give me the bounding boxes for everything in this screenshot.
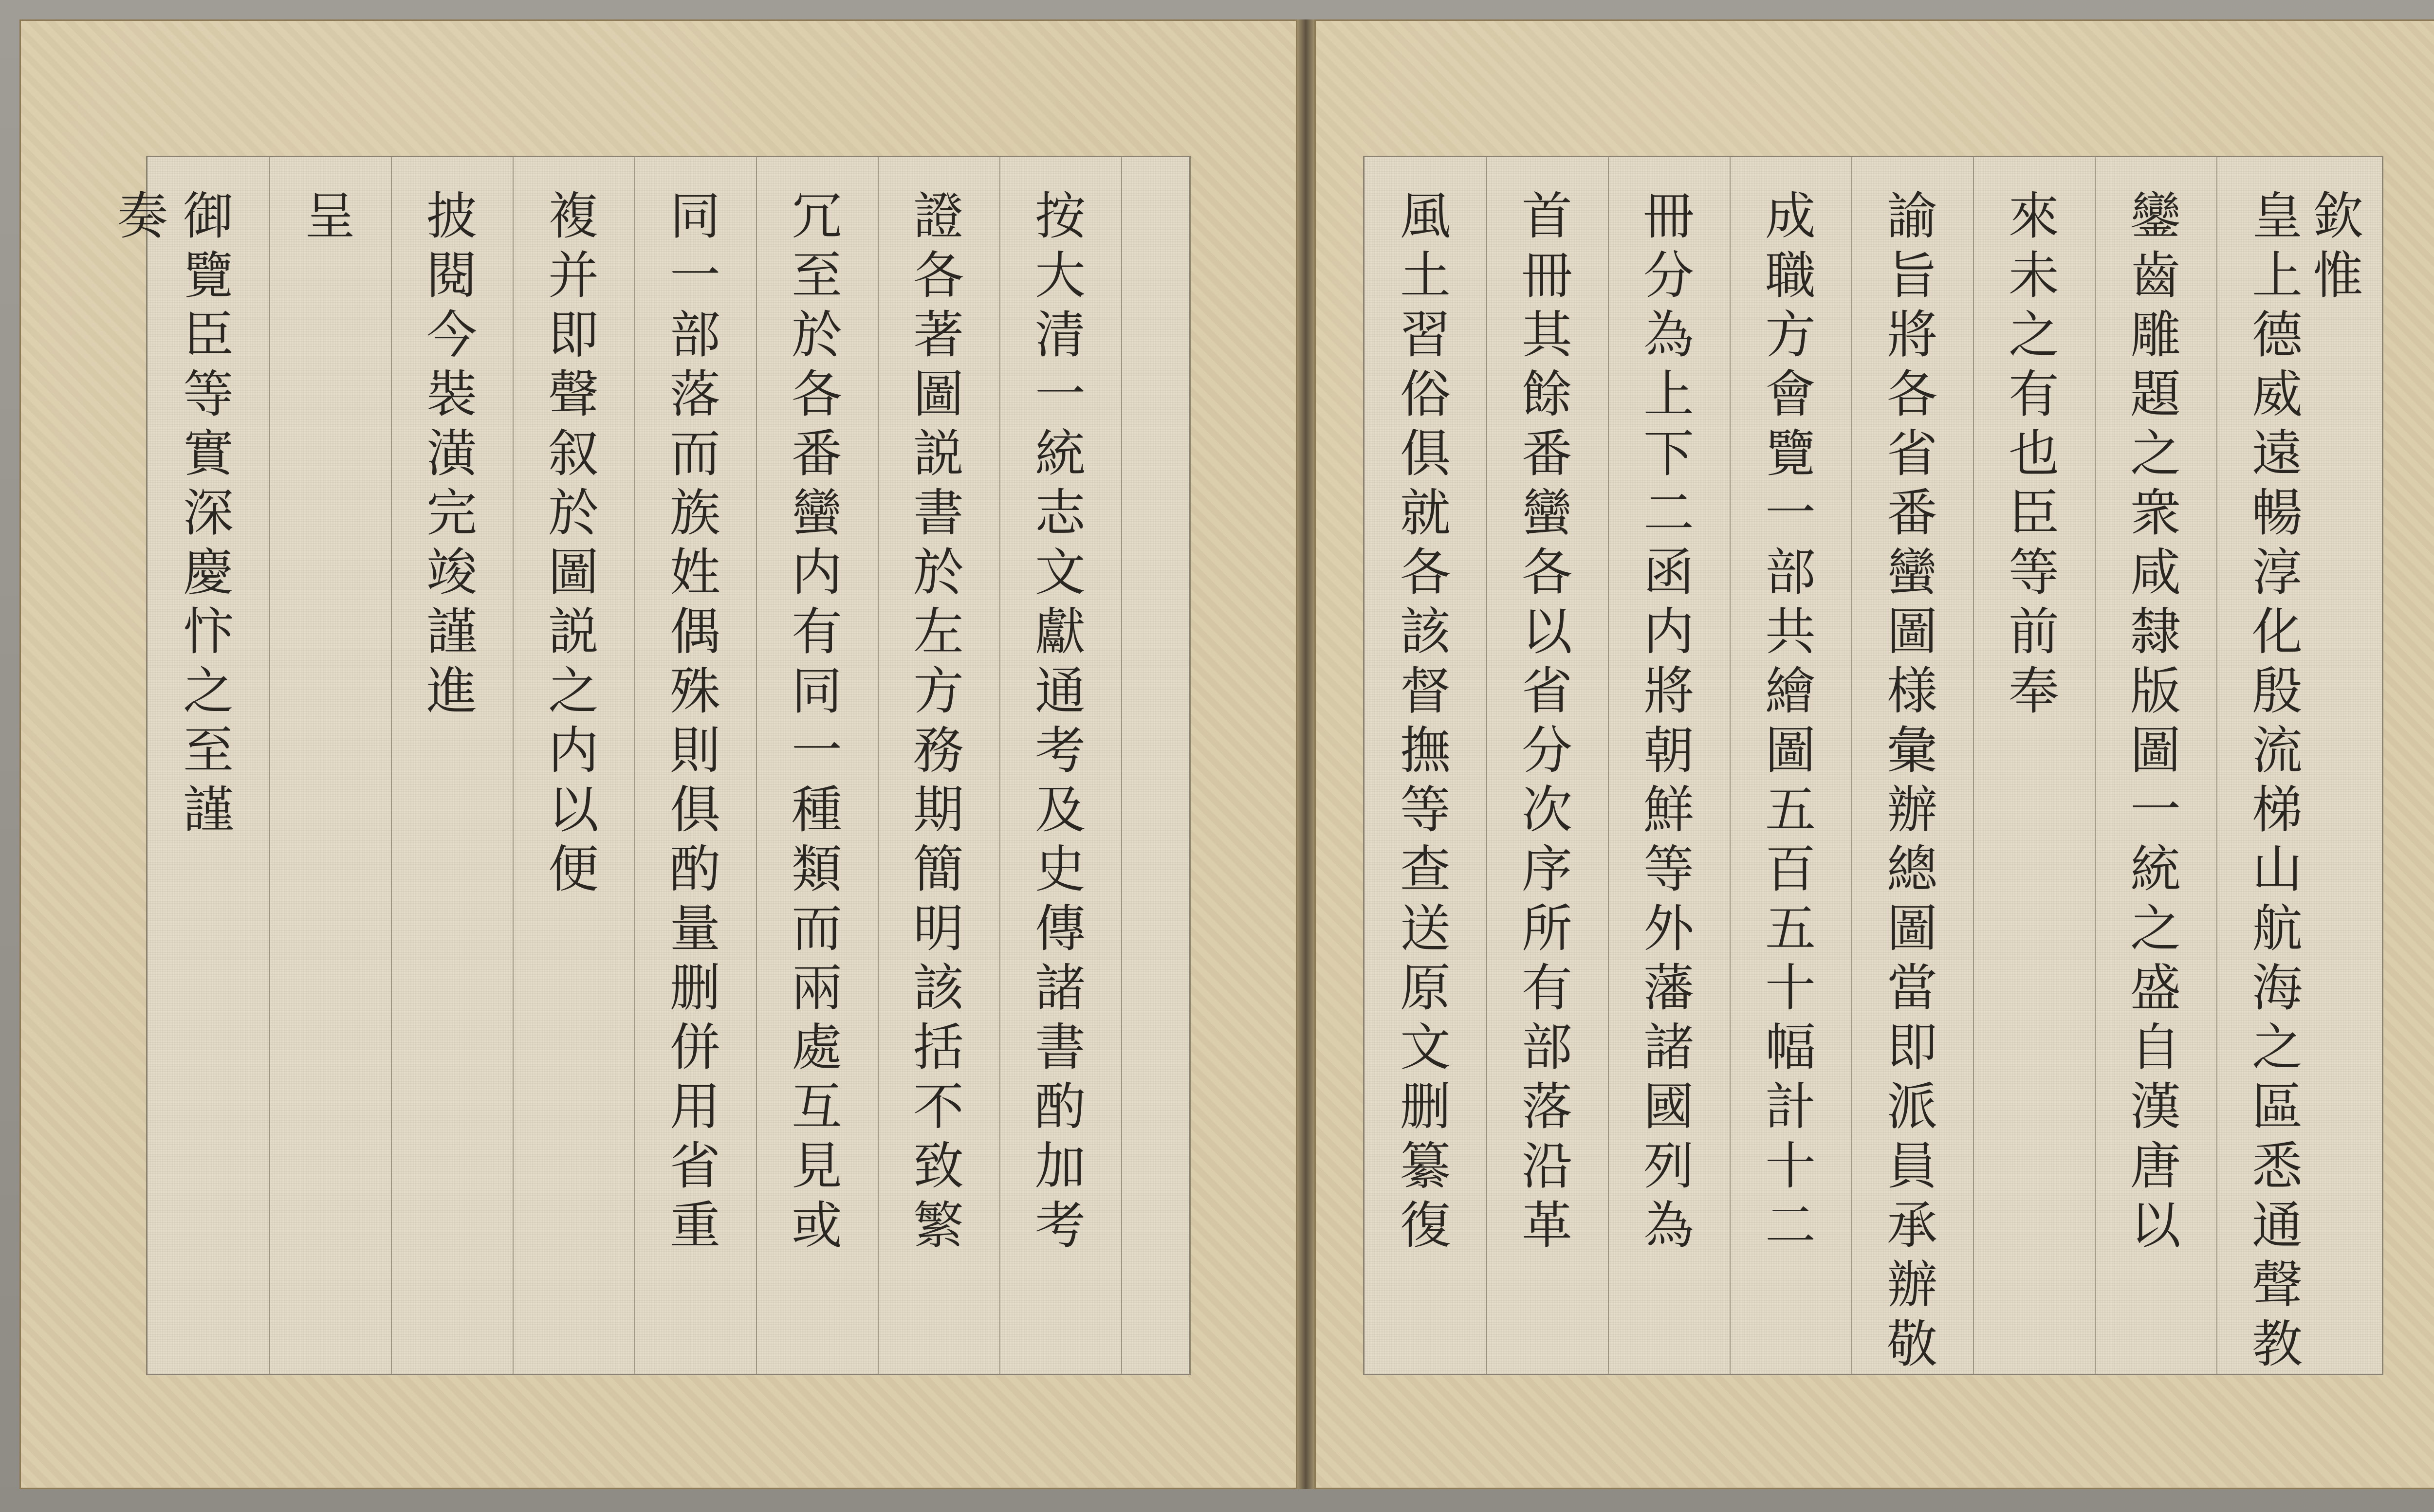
left-column-2: 證各著圖説書於左方務期簡明該括不致繁 bbox=[913, 186, 964, 1255]
left-column-1: 按大清一統志文獻通考及史傳諸書酌加考 bbox=[1034, 186, 1086, 1255]
right-column-9: 風土習俗俱就各該督撫等查送原文删纂復 bbox=[1400, 186, 1451, 1255]
left-column-4: 同一部落而族姓偶殊則俱酌量删併用省重 bbox=[669, 186, 720, 1255]
left-column-9: 奏 bbox=[117, 186, 168, 246]
column-rule bbox=[391, 157, 392, 1374]
book-gutter bbox=[1297, 19, 1314, 1489]
right-column-6: 成職方會覽一部共繪圖五百五十幅計十二 bbox=[1765, 186, 1816, 1255]
column-rule bbox=[999, 157, 1000, 1374]
left-text-panel bbox=[117, 156, 1191, 1375]
column-rule bbox=[269, 157, 270, 1374]
right-column-7: 冊分為上下二函内將朝鮮等外藩諸國列為 bbox=[1643, 186, 1694, 1255]
right-column-3: 鑾齒雕題之衆咸隸版圖一統之盛自漢唐以 bbox=[2130, 186, 2181, 1255]
left-column-6: 披閱今裝潢完竣謹進 bbox=[426, 186, 477, 721]
column-rule bbox=[2216, 157, 2217, 1374]
column-rule bbox=[1486, 157, 1487, 1374]
right-text-panel bbox=[1363, 156, 2383, 1375]
column-rule bbox=[878, 157, 879, 1374]
column-rule bbox=[1121, 157, 1122, 1374]
right-column-8: 首冊其餘番蠻各以省分次序所有部落沿革 bbox=[1521, 186, 1572, 1255]
column-rule bbox=[1973, 157, 1974, 1374]
column-rule bbox=[756, 157, 757, 1374]
right-column-5: 諭旨將各省番蠻圖様彙辦總圖當即派員承辦敬 bbox=[1886, 186, 1937, 1374]
column-rule bbox=[634, 157, 635, 1374]
column-rule bbox=[1730, 157, 1731, 1374]
column-rule bbox=[1851, 157, 1852, 1374]
column-rule bbox=[513, 157, 514, 1374]
left-column-8: 御覽臣等實深慶忭之至謹 bbox=[183, 186, 234, 839]
right-column-2: 皇上德威遠暢淳化殷流梯山航海之區悉通聲教 bbox=[2251, 186, 2303, 1374]
right-column-4: 來未之有也臣等前奉 bbox=[2008, 186, 2059, 721]
left-column-3: 冗至於各番蠻内有同一種類而兩處互見或 bbox=[791, 186, 842, 1255]
left-column-7: 呈 bbox=[304, 186, 355, 246]
right-column-1: 欽惟 bbox=[2312, 186, 2363, 305]
left-column-5: 複并即聲叙於圖説之内以便 bbox=[548, 186, 599, 899]
column-rule bbox=[1608, 157, 1609, 1374]
column-rule bbox=[2095, 157, 2096, 1374]
